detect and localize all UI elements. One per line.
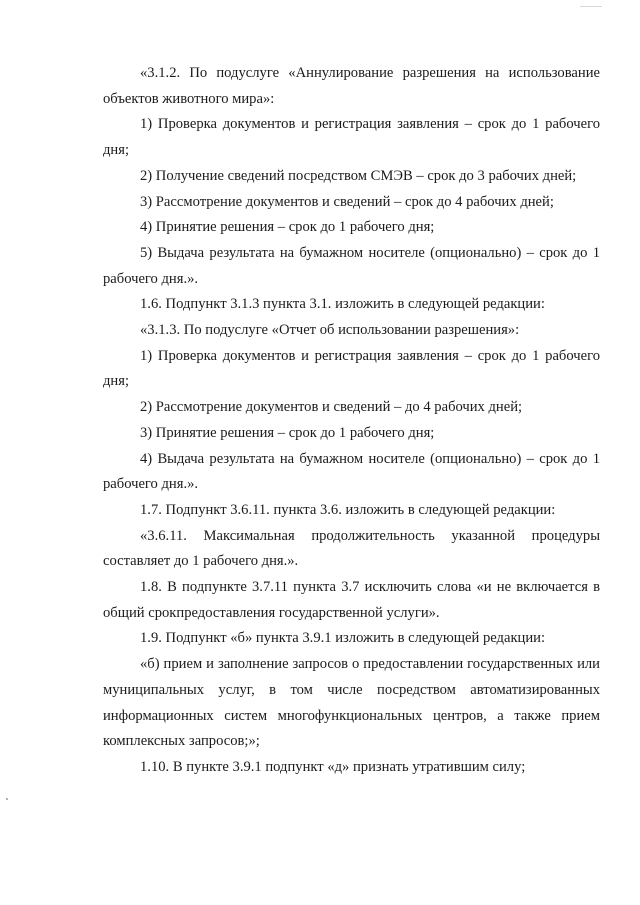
paragraph-1-9: 1.9. Подпункт «б» пункта 3.9.1 изложить в следующей редакции: [140, 630, 546, 647]
paragraph-3-1-3-item-3: 3) Принятие решения – срок до 1 рабочего дня; [140, 424, 435, 441]
paragraph-3-1-2-item-4: 4) Принятие решения – срок до 1 рабочего дня; [140, 219, 435, 236]
paragraph-3-1-2-item-1: 1) Проверка документов и регистрация заявления – срок до 1 рабочего дня; [103, 116, 600, 159]
paragraph-3-1-2-item-2: 2) Получение сведений посредством СМЭВ – срок до 3 рабочих дней; [140, 167, 577, 184]
paragraph-1-9-b: «б) прием и заполнение запросов о предоставлении государственных или муниципальных услуг, в том числе посредством автоматизированных информационных систем многофункциональных центров, а также прием комплексных запросов;»; [103, 656, 600, 750]
paragraph-3-1-2-heading: «3.1.2. По подуслуге «Аннулирование разрешения на использование объектов животного мира»: [103, 65, 600, 107]
paragraph-3-1-2-item-3: 3) Рассмотрение документов и сведений – срок до 4 рабочих дней; [140, 193, 554, 210]
document-body [103, 61, 600, 781]
paragraph-1-8: 1.8. В подпункте 3.7.11 пункта 3.7 исключить слова «и не включается в общий срокпредоставления государственной услуги». [103, 579, 600, 621]
scan-speck [6, 798, 8, 800]
paragraph-1-7: 1.7. Подпункт 3.6.11. пункта 3.6. изложить в следующей редакции: [140, 501, 556, 518]
paragraph-1-6: 1.6. Подпункт 3.1.3 пункта 3.1. изложить в следующей редакции: [140, 296, 545, 313]
paragraph-3-1-3-item-4: 4) Выдача результата на бумажном носителе (опционально) – срок до 1 рабочего дня.». [103, 450, 600, 493]
paragraph-3-1-2-item-5: 5) Выдача результата на бумажном носителе (опционально) – срок до 1 рабочего дня.». [103, 244, 600, 287]
scan-corner-mark [580, 6, 602, 7]
paragraph-3-1-3-item-2: 2) Рассмотрение документов и сведений – до 4 рабочих дней; [140, 399, 523, 416]
paragraph-3-1-3-item-1: 1) Проверка документов и регистрация заявления – срок до 1 рабочего дня; [103, 347, 600, 390]
paragraph-3-1-3-heading: «3.1.3. По подуслуге «Отчет об использовании разрешения»: [140, 322, 520, 339]
paragraph-1-10: 1.10. В пункте 3.9.1 подпункт «д» признать утратившим силу; [140, 758, 526, 775]
paragraph-3-6-11: «3.6.11. Максимальная продолжительность указанной процедуры составляет до 1 рабочего дня.». [103, 527, 600, 570]
